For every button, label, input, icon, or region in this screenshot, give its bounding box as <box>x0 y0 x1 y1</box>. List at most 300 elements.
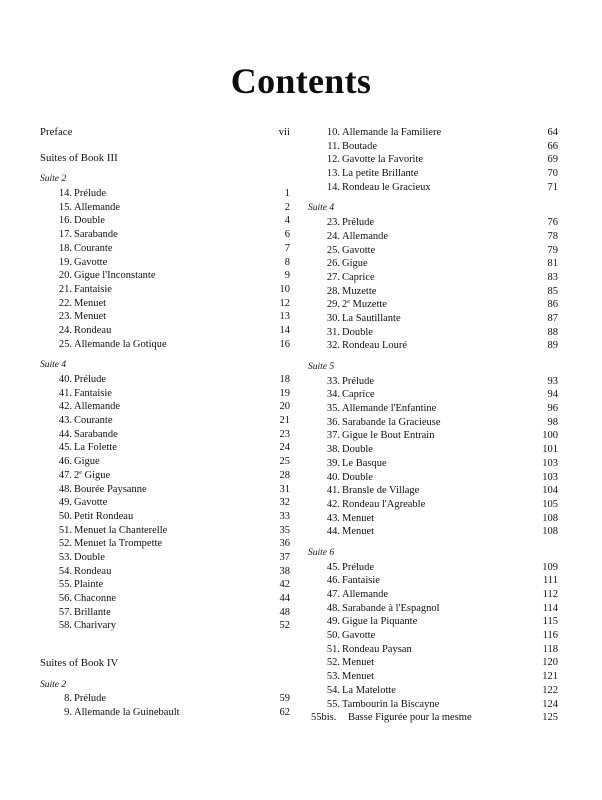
toc-entry[interactable] <box>308 285 558 299</box>
entry-number: 14. <box>58 188 72 200</box>
ordinal-prefix: 2 <box>342 299 348 311</box>
spacer <box>40 671 290 679</box>
entry-title: Menuet la Trompette <box>74 538 163 550</box>
page-number: 96 <box>547 403 558 415</box>
toc-entry[interactable] <box>40 441 290 455</box>
page-number: 104 <box>542 485 558 497</box>
entry-number: 51. <box>58 524 72 536</box>
page-number: 16 <box>279 338 290 350</box>
spacer <box>40 351 290 359</box>
entry-number: 57. <box>58 606 72 618</box>
entry-title: Gavotte <box>342 630 376 642</box>
toc-entry[interactable] <box>40 692 290 706</box>
entry-title: Menuet la Chanterelle <box>74 524 168 536</box>
entry-title: Prélude <box>74 188 107 200</box>
toc-entry[interactable] <box>40 400 290 414</box>
page-number: 6 <box>284 229 290 241</box>
page-number: 66 <box>547 140 558 152</box>
entry-title: Fantaisie <box>342 575 380 587</box>
toc-entry[interactable] <box>40 537 290 551</box>
entry-number: 14. <box>326 181 340 193</box>
toc-column-right <box>308 126 558 725</box>
toc-entry[interactable] <box>40 256 290 270</box>
page-number: 87 <box>547 312 558 324</box>
entry-title: Rondeau Paysan <box>342 643 412 655</box>
toc-entry[interactable] <box>308 643 558 657</box>
toc-entry[interactable] <box>40 524 290 538</box>
entry-number: 29. <box>326 299 340 311</box>
toc-entry[interactable] <box>40 428 290 442</box>
entry-number: 47. <box>326 589 340 600</box>
toc-entry[interactable] <box>40 592 290 606</box>
toc-entry[interactable] <box>308 257 558 271</box>
toc-entry[interactable] <box>40 228 290 242</box>
page-number: 86 <box>547 299 558 311</box>
page-number: vii <box>278 126 290 138</box>
entry-title: Menuet <box>342 526 375 538</box>
toc-entry[interactable] <box>308 312 558 326</box>
page-number: 108 <box>542 526 558 538</box>
toc-entry[interactable] <box>308 416 558 430</box>
spacer <box>40 140 290 152</box>
entry-title: Prélude <box>342 561 375 573</box>
toc-entry[interactable] <box>308 153 558 167</box>
entry-title: La Sautillante <box>342 312 401 324</box>
page-number: 76 <box>547 217 558 229</box>
entry-title: Allemande <box>342 230 389 242</box>
suite-label: Suite 2 <box>40 174 67 185</box>
toc-entry[interactable] <box>308 574 558 588</box>
toc-entry[interactable] <box>308 326 558 340</box>
page-number: 94 <box>547 389 558 401</box>
toc-entry[interactable] <box>40 706 290 720</box>
entry-title: Menuet <box>74 311 107 323</box>
page-number: 7 <box>284 242 290 254</box>
entry-title: Double <box>74 215 105 227</box>
toc-entry[interactable] <box>40 338 290 352</box>
entry-number: 13. <box>326 168 340 180</box>
entry-number: 11. <box>327 140 340 152</box>
page-number: 118 <box>542 643 558 655</box>
entry-number: 23. <box>58 311 72 323</box>
entry-title: Rondeau Louré <box>342 340 408 352</box>
page-number: 18 <box>279 374 290 385</box>
toc-entry[interactable] <box>308 471 558 485</box>
entry-number: 50. <box>326 630 340 642</box>
entry-number: 23. <box>326 217 340 229</box>
toc-entry[interactable] <box>308 271 558 285</box>
entry-title: Courante <box>74 415 113 427</box>
entry-title: Menuet <box>342 657 375 669</box>
page-number: 103 <box>542 471 558 483</box>
toc-entry[interactable] <box>308 684 558 698</box>
entry-title: Rondeau <box>74 324 112 336</box>
entry-number: 33. <box>326 375 340 387</box>
toc-entry[interactable] <box>308 339 558 353</box>
toc-entry[interactable] <box>40 619 290 633</box>
page-number: 121 <box>542 671 558 683</box>
entry-title: Fantaisie <box>74 387 112 399</box>
entry-title: Gigue la Piquante <box>342 616 418 628</box>
entry-number: 10. <box>326 127 340 138</box>
entry-title: Allemande la Guinebault <box>74 707 180 719</box>
entry-number: 12. <box>326 154 340 166</box>
entry-title: Gavotte la Favorite <box>342 154 424 166</box>
entry-title: Prélude <box>74 693 107 705</box>
toc-entry[interactable] <box>308 230 558 244</box>
entry-title: Prélude <box>74 374 107 385</box>
entry-title: Allemande <box>74 401 121 413</box>
entry-title <box>342 298 387 312</box>
toc-entry[interactable] <box>308 698 558 712</box>
toc-entry[interactable] <box>40 187 290 201</box>
page-number: 101 <box>542 444 558 456</box>
toc-entry[interactable] <box>40 269 290 283</box>
entry-number: 15. <box>58 201 72 213</box>
page-number: 1 <box>284 188 290 200</box>
entry-title: Sarabande <box>74 428 118 440</box>
entry-title: Le Basque <box>342 457 387 469</box>
suite-label: Suite 4 <box>40 360 67 371</box>
entry-number: 53. <box>58 551 72 563</box>
toc-entry[interactable] <box>40 455 290 469</box>
page-number: 103 <box>542 457 558 469</box>
entry-number: 52. <box>58 538 72 550</box>
page-number: 93 <box>547 375 558 387</box>
entry-number: 18. <box>58 242 72 254</box>
toc-entry[interactable] <box>308 711 558 725</box>
entry-number: 31. <box>326 326 340 338</box>
entry-number: 48. <box>326 602 340 614</box>
entry-number: 28. <box>326 285 340 297</box>
suite-label: Suite 4 <box>308 203 335 214</box>
entry-number: 35. <box>326 403 340 415</box>
entry-number: 40. <box>326 471 340 483</box>
entry-title: Fantaisie <box>74 283 112 295</box>
toc-entry[interactable] <box>308 298 558 312</box>
entry-title: Prélude <box>342 217 375 229</box>
entry-title: Prélude <box>342 375 375 387</box>
toc-entry[interactable] <box>40 201 290 215</box>
entry-title: Boutade <box>342 140 377 152</box>
page-number: 52 <box>279 620 290 632</box>
entry-title: Gigue <box>342 258 368 270</box>
page-number: 111 <box>543 575 558 587</box>
toc-entry[interactable] <box>308 602 558 616</box>
page-number: 59 <box>279 693 290 705</box>
entry-number: 49. <box>58 497 72 509</box>
entry-name: Muzette <box>352 299 387 311</box>
entry-title: Sarabande <box>74 229 118 241</box>
page-number: 116 <box>542 630 558 642</box>
book-heading: Suites of Book III <box>40 151 118 164</box>
entry-title: Allemande <box>74 201 121 213</box>
page-number: 48 <box>279 606 290 618</box>
toc-entry[interactable] <box>40 606 290 620</box>
toc-entry[interactable] <box>308 244 558 258</box>
entry-number: 39. <box>326 457 340 469</box>
page-number: 70 <box>547 168 558 180</box>
page-number: 36 <box>279 538 290 550</box>
entry-number: 8. <box>64 693 72 705</box>
entry-number: 41. <box>326 485 340 497</box>
page-number: 38 <box>279 565 290 577</box>
page-number: 124 <box>542 698 558 710</box>
entry-number: 25. <box>326 244 340 256</box>
entry-number: 50. <box>58 510 72 522</box>
toc-entry[interactable] <box>308 670 558 684</box>
entry-title: Gigue le Bout Entrain <box>342 430 435 442</box>
entry-number: 17. <box>58 229 72 241</box>
toc-entry[interactable] <box>40 551 290 565</box>
entry-title: Menuet <box>342 671 375 683</box>
toc-entry[interactable] <box>40 469 290 483</box>
entry-number: 16. <box>58 215 72 227</box>
page-number: 64 <box>547 127 558 138</box>
entry-title: Courante <box>74 242 113 254</box>
toc-entry[interactable] <box>308 388 558 402</box>
toc-entry[interactable] <box>308 525 558 539</box>
entry-number: 55bis. <box>311 712 337 724</box>
toc-entry[interactable] <box>40 565 290 579</box>
page-number: 79 <box>547 244 558 256</box>
entry-number: 54. <box>326 684 340 696</box>
toc-entry[interactable] <box>40 387 290 401</box>
toc-entry[interactable] <box>308 126 558 140</box>
entry-number: 25. <box>58 338 72 350</box>
entry-title: Caprice <box>342 389 375 401</box>
spacer <box>308 194 558 202</box>
toc-entry[interactable] <box>40 214 290 228</box>
toc-entry[interactable] <box>308 375 558 389</box>
page-number: 122 <box>542 684 558 696</box>
ordinal-suffix: e <box>347 299 350 306</box>
toc-entry[interactable] <box>308 402 558 416</box>
toc-entry[interactable] <box>40 373 290 387</box>
toc-entry[interactable] <box>40 297 290 311</box>
entry-number: 36. <box>326 416 340 428</box>
page-number: 83 <box>547 271 558 283</box>
entry-number: 55. <box>326 698 340 710</box>
entry-title <box>74 469 110 483</box>
toc-entry[interactable] <box>40 483 290 497</box>
page-title: Contents <box>230 61 372 102</box>
entry-title: Plainte <box>74 579 104 591</box>
entry-number: 41. <box>58 387 72 399</box>
page-number: 88 <box>547 326 558 338</box>
page-number: 13 <box>279 311 290 323</box>
entry-number: 30. <box>326 312 340 324</box>
entry-title: Allemande <box>342 589 389 600</box>
entry-title: Gavotte <box>342 244 376 256</box>
spacer <box>40 165 290 173</box>
entry-number: 49. <box>326 616 340 628</box>
ordinal-suffix: e <box>79 469 82 476</box>
entry-title: Menuet <box>74 297 107 309</box>
page-number: 2 <box>284 201 290 213</box>
entry-number: 22. <box>58 297 72 309</box>
page-number: 69 <box>547 154 558 166</box>
page-number: 25 <box>279 456 290 468</box>
page-number: 19 <box>279 387 290 399</box>
page-number: 37 <box>279 551 290 563</box>
spacer <box>40 633 290 657</box>
entry-number: 42. <box>326 498 340 510</box>
toc-entry[interactable] <box>40 510 290 524</box>
toc-entry[interactable] <box>308 588 558 602</box>
entry-title: Brillante <box>74 606 111 618</box>
toc-entry[interactable] <box>308 561 558 575</box>
toc-entry[interactable] <box>308 181 558 195</box>
entry-number: 38. <box>326 444 340 456</box>
page-number: 78 <box>547 230 558 242</box>
book-heading: Suites of Book IV <box>40 657 119 670</box>
page-number: 108 <box>542 512 558 524</box>
page-number: 31 <box>279 483 290 495</box>
entry-number: 34. <box>326 389 340 401</box>
toc-entry[interactable] <box>308 512 558 526</box>
toc-entry[interactable] <box>308 656 558 670</box>
toc-entry[interactable] <box>308 615 558 629</box>
toc-entry[interactable] <box>308 216 558 230</box>
page-number: 109 <box>542 561 558 573</box>
toc-entry[interactable] <box>308 167 558 181</box>
toc-entry[interactable] <box>308 484 558 498</box>
entry-number: 26. <box>326 258 340 270</box>
toc-entry[interactable] <box>40 414 290 428</box>
toc-column-left <box>40 126 290 720</box>
entry-number: 27. <box>326 271 340 283</box>
toc-entry[interactable] <box>40 496 290 510</box>
page-number: 10 <box>279 283 290 295</box>
entry-number: 21. <box>58 283 72 295</box>
entry-title: La Matelotte <box>342 684 396 696</box>
toc-entry[interactable] <box>308 140 558 154</box>
page-number: 28 <box>279 469 290 481</box>
entry-title: Tambourin la Biscayne <box>342 698 440 710</box>
page-number: 115 <box>542 616 558 628</box>
page-number: 120 <box>542 657 558 669</box>
page-number: 100 <box>542 430 558 442</box>
page-number: 14 <box>279 324 290 336</box>
entry-title: Double <box>342 471 373 483</box>
entry-number: 48. <box>58 483 72 495</box>
entry-number: 47. <box>58 469 72 481</box>
entry-title: Charivary <box>74 620 116 632</box>
spacer <box>308 539 558 547</box>
page-number: 44 <box>279 593 290 604</box>
entry-number: 43. <box>326 512 340 524</box>
entry-title: Double <box>342 326 373 338</box>
entry-number: 54. <box>58 565 72 577</box>
entry-number: 45. <box>326 561 340 573</box>
entry-number: 46. <box>326 575 340 587</box>
entry-title: Gigue l'Inconstante <box>74 270 156 282</box>
toc-entry-preface[interactable] <box>40 126 290 140</box>
suite-label: Suite 5 <box>308 362 335 372</box>
page-number: 89 <box>547 340 558 352</box>
page-number: 8 <box>284 256 290 268</box>
page-number: 105 <box>542 498 558 510</box>
page-number: 71 <box>547 181 558 193</box>
toc-entry[interactable] <box>308 629 558 643</box>
suite-label: Suite 6 <box>308 547 335 558</box>
page-number: 112 <box>542 589 558 600</box>
ordinal-prefix: 2 <box>74 469 80 481</box>
page-number: 125 <box>542 712 558 724</box>
entry-title: Rondeau le Gracieux <box>342 181 431 193</box>
entry-title: Petit Rondeau <box>74 510 134 522</box>
entry-number: 19. <box>58 256 72 268</box>
entry-title: Chaconne <box>74 593 116 604</box>
page-number: 81 <box>547 258 558 270</box>
page-number: 23 <box>279 428 290 440</box>
entry-title: Double <box>74 551 105 563</box>
page-number: 98 <box>547 416 558 428</box>
entry-title: Gavotte <box>74 256 108 268</box>
entry-title: Rondeau l'Agreable <box>342 498 426 510</box>
entry-number: 58. <box>58 620 72 632</box>
toc-entry[interactable] <box>308 457 558 471</box>
toc-entry[interactable] <box>40 310 290 324</box>
suite-label: Suite 2 <box>40 679 67 690</box>
entry-name: Gigue <box>84 469 111 481</box>
page-number: 32 <box>279 497 290 509</box>
toc-entry[interactable] <box>308 498 558 512</box>
entry-number: 44. <box>58 428 72 440</box>
entry-title: Allemande l'Enfantine <box>342 403 437 415</box>
entry-number: 24. <box>58 324 72 336</box>
entry-title: Gigue <box>74 456 100 468</box>
toc-entry[interactable] <box>40 242 290 256</box>
page-number: 4 <box>284 215 290 227</box>
page-number: 21 <box>279 415 290 427</box>
entry-number: 56. <box>58 593 72 604</box>
entry-number: 46. <box>58 456 72 468</box>
entry-title: Allemande la Gotique <box>74 338 167 350</box>
entry-title: Preface <box>40 126 73 138</box>
page-number: 33 <box>279 510 290 522</box>
entry-title: Menuet <box>342 512 375 524</box>
entry-number: 44. <box>326 526 340 538</box>
entry-number: 51. <box>326 643 340 655</box>
entry-title: La Folette <box>74 442 117 454</box>
entry-title: Gavotte <box>74 497 108 509</box>
entry-title: Sarabande à l'Espagnol <box>342 602 440 614</box>
toc-entry[interactable] <box>40 324 290 338</box>
entry-title: Muzette <box>342 285 377 297</box>
entry-number: 24. <box>326 230 340 242</box>
entry-number: 9. <box>64 707 72 719</box>
entry-number: 20. <box>58 270 72 282</box>
entry-number: 53. <box>326 671 340 683</box>
page-number: 42 <box>279 579 290 591</box>
entry-title: Double <box>342 444 373 456</box>
toc-entry[interactable] <box>308 429 558 443</box>
page-number: 9 <box>284 270 290 282</box>
page-number: 24 <box>279 442 290 454</box>
entry-number: 42. <box>58 401 72 413</box>
toc-entry[interactable] <box>308 443 558 457</box>
entry-title: Bourée Paysanne <box>74 483 147 495</box>
entry-title: Sarabande la Gracieuse <box>342 416 441 428</box>
toc-entry[interactable] <box>40 283 290 297</box>
page-number: 114 <box>542 602 558 614</box>
entry-number: 37. <box>326 430 340 442</box>
entry-title: Caprice <box>342 271 375 283</box>
page-number: 62 <box>279 707 290 719</box>
toc-entry[interactable] <box>40 578 290 592</box>
